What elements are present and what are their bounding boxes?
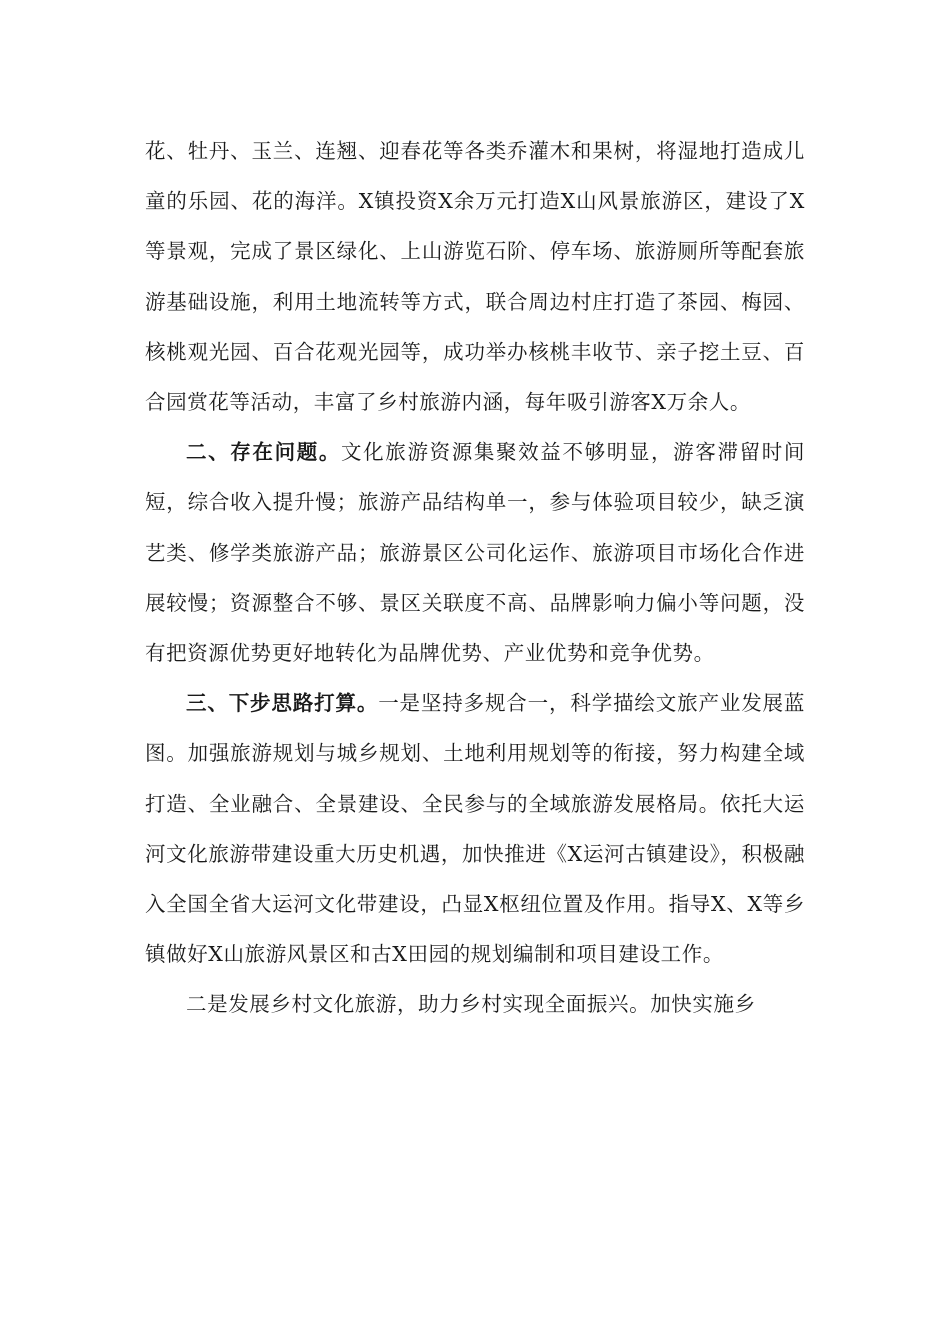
paragraph-next-steps [145,678,805,979]
paragraph-text: 一是坚持多规合一，科学描绘文旅产业发展蓝图。加强旅游规划与城乡规划、土地利用规划等的衔接，努力构建全域打造、全业融合、全景建设、全民参与的全域旅游发展格局。依托大运河文化旅游带建设重大历史机遇，加快推进《X运河古镇建设》，积极融入全国全省大运河文化带建设，凸显X枢纽位置及作用。指导X、X等乡镇做好X山旅游风景区和古X田园的规划编制和项目建设工作。 [145,691,805,967]
section-heading-next-steps: 三、下步思路打算。 [186,691,379,716]
section-heading-problems: 二、存在问题。 [186,440,342,465]
paragraph-problems [145,427,805,678]
document-page [145,126,805,1030]
paragraph-text: 花、牡丹、玉兰、连翘、迎春花等各类乔灌木和果树，将湿地打造成儿童的乐园、花的海洋。X镇投资X余万元打造X山风景旅游区，建设了X等景观，完成了景区绿化、上山游览石阶、停车场、旅游厕所等配套旅游基础设施，利用土地流转等方式，联合周边村庄打造了茶园、梅园、核桃观光园、百合花观光园等，成功举办核桃丰收节、亲子挖土豆、百合园赏花等活动，丰富了乡村旅游内涵，每年吸引游客X万余人。 [145,139,805,415]
paragraph-intro [145,126,805,427]
paragraph-text: 文化旅游资源集聚效益不够明显，游客滞留时间短，综合收入提升慢；旅游产品结构单一，参与体验项目较少，缺乏演艺类、修学类旅游产品；旅游景区公司化运作、旅游项目市场化合作进展较慢；资源整合不够、景区关联度不高、品牌影响力偏小等问题，没有把资源优势更好地转化为品牌优势、产业优势和竞争优势。 [145,440,805,666]
paragraph-text: 二是发展乡村文化旅游，助力乡村实现全面振兴。加快实施乡 [186,992,756,1017]
paragraph-rural-tourism [145,979,805,1029]
